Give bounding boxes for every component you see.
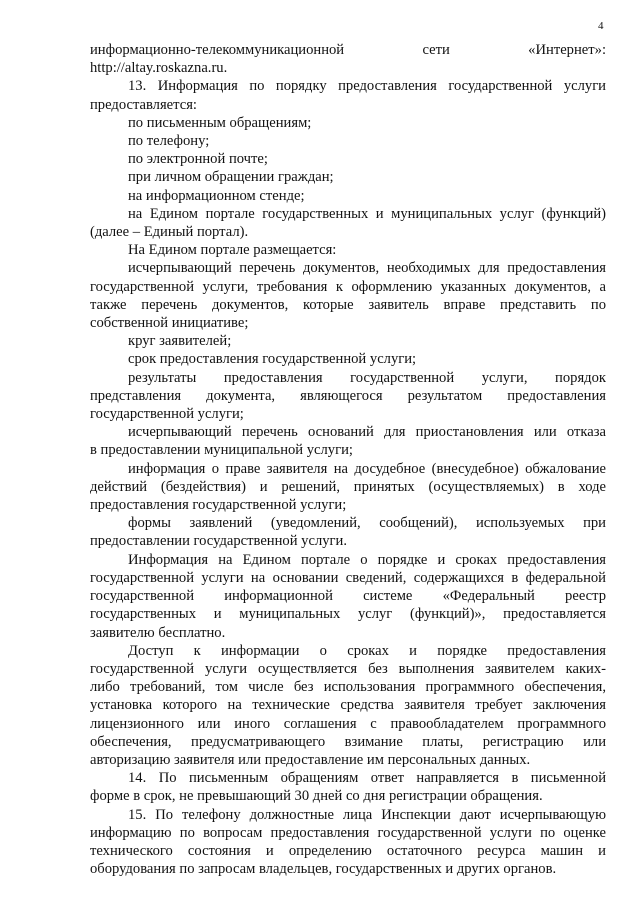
text-line: собственной инициативе; — [90, 315, 249, 332]
text-line: заявителю бесплатно. — [90, 624, 226, 641]
text-line: действий (бездействия) и решений, принятых (осуществляемых) в ходе — [90, 478, 606, 495]
text-line: предоставления государственной услуги; — [90, 497, 347, 514]
text-line: государственных и муниципальных услуг (функций)», предоставляется — [90, 606, 606, 623]
text-line: результаты предоставления государственной услуги, порядок — [128, 369, 606, 386]
text-line: государственной услуги осуществляется без выполнения заявителем каких- — [90, 660, 606, 677]
text-line: 13. Информация по порядку предоставления государственной услуги — [128, 78, 606, 95]
text-line: государственной информационной системе «Федеральный реестр — [90, 588, 606, 605]
text-line: 14. По письменным обращениям ответ направляется в письменной — [128, 770, 606, 787]
text-line: при личном обращении граждан; — [128, 169, 334, 186]
text-line: на информационном стенде; — [128, 187, 305, 204]
text-line: Информация на Едином портале о порядке и сроках предоставления — [128, 551, 606, 568]
text-line: лицензионного или иного соглашения с правообладателем программного — [90, 715, 606, 732]
text-line: на Едином портале государственных и муниципальных услуг (функций) — [128, 205, 606, 222]
document-body — [90, 41, 606, 878]
text-line: предоставлении государственной услуги. — [90, 533, 347, 550]
text-line: обеспечения, предусматривающего взимание платы, регистрацию или — [90, 733, 606, 750]
text-line: информацию по вопросам предоставления государственной услуги по оценке — [90, 824, 606, 841]
text-line: предоставляется: — [90, 96, 197, 113]
text-line: в предоставлении муниципальной услуги; — [90, 442, 353, 459]
text-line: авторизацию заявителя или предоставление им персональных данных. — [90, 751, 531, 768]
text-line: (далее – Единый портал). — [90, 224, 249, 241]
text-line: также перечень документов, которые заявитель вправе представить по — [90, 296, 606, 313]
text-line: форме в срок, не превышающий 30 дней со дня регистрации обращения. — [90, 788, 543, 805]
text-line: Доступ к информации о сроках и порядке предоставления — [128, 642, 606, 659]
text-line: государственной услуги, требования к оформлению указанных документов, а — [90, 278, 606, 295]
text-line: технического состояния и определению остаточного ресурса машин и — [90, 842, 606, 859]
text-line: либо требований, том числе без использования программного обеспечения, — [90, 679, 606, 696]
text-line: исчерпывающий перечень оснований для приостановления или отказа — [128, 424, 606, 441]
text-line: оборудования по запросам владельцев, государственных и других органов. — [90, 861, 557, 878]
text-line: информационно-телекоммуникационной сети «Интернет»: — [90, 42, 606, 58]
text-line: государственной услуги; — [90, 406, 244, 423]
text-line: государственной услуги на основании сведений, содержащихся в федеральной — [90, 569, 606, 586]
text-line: На Едином портале размещается: — [128, 242, 337, 259]
text-line: срок предоставления государственной услуги; — [128, 351, 417, 368]
text-line: круг заявителей; — [128, 333, 232, 350]
text-line: исчерпывающий перечень документов, необходимых для предоставления — [128, 260, 606, 277]
text-line: по телефону; — [128, 133, 210, 150]
text-line: по письменным обращениям; — [128, 114, 312, 131]
text-line: по электронной почте; — [128, 151, 268, 168]
text-line: установка которого на технические средства заявителя требует заключения — [90, 697, 606, 714]
text-line: представления документа, являющегося результатом предоставления — [90, 387, 606, 404]
text-line: 15. По телефону должностные лица Инспекции дают исчерпывающую — [128, 806, 606, 823]
text-line: http://altay.roskazna.ru. — [90, 60, 228, 77]
text-line: информация о праве заявителя на досудебное (внесудебное) обжалование — [128, 460, 606, 477]
page-number: 4 — [598, 20, 604, 32]
text-line: формы заявлений (уведомлений, сообщений), используемых при — [128, 515, 606, 532]
